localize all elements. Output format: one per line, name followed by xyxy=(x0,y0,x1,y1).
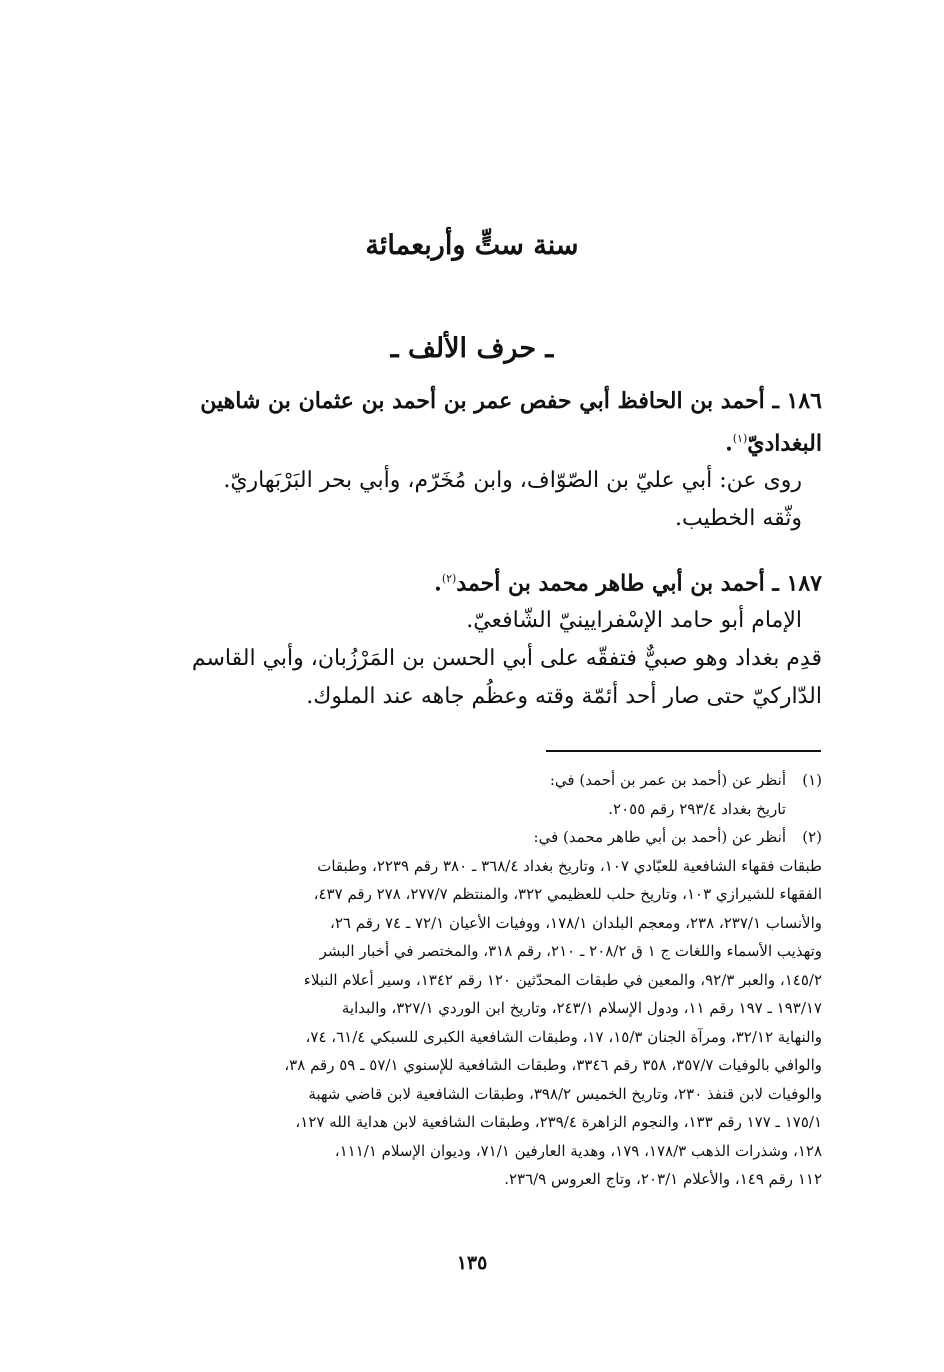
footnote-1-number: (١) xyxy=(802,771,822,789)
entry-186 xyxy=(110,382,822,538)
footnote-line: أنظر عن (أحمد بن عمر بن أحمد) في: xyxy=(549,771,786,789)
page-number: ١٣٥ xyxy=(456,1252,488,1274)
entry-186-period: . xyxy=(725,430,733,457)
footnote-line: ١٤٥/٢، والعبر ٩٢/٣، والمعين في طبقات المحدّثين ١٢٠ رقم ١٣٤٢، وسير أعلام النبلاء xyxy=(303,970,822,989)
entry-187-kunya: الإمام أبو حامد الإسْفرايينيّ الشّافعيّ. xyxy=(466,608,802,634)
entry-187-bio-line-2: الدّاركيّ حتى صار أحد أئمّة وقته وعظُم جاهه عند الملوك. xyxy=(306,684,822,710)
footnotes xyxy=(110,766,822,1194)
footnote-1-body xyxy=(110,766,786,823)
footnote-2-number: (٢) xyxy=(802,828,822,846)
footnote-2-body xyxy=(110,823,786,852)
section-heading: ـ حرف الألف ـ xyxy=(390,333,554,364)
footnote-line: والوفيات لابن قنفذ ٢٣٠، وتاريخ الخميس ٣٩٨/٢، وطبقات الشافعية لابن قاضي شهبة xyxy=(308,1084,822,1103)
footnote-ref-2[interactable]: (٢) xyxy=(441,572,457,585)
footnote-ref-1[interactable]: (١) xyxy=(732,432,748,445)
footnote-line: طبقات فقهاء الشافعية للعبّادي ١٠٧، وتاريخ بغداد ٣٦٨/٤ ـ ٣٨٠ رقم ٢٢٣٩، وطبقات xyxy=(317,856,822,875)
footnote-2 xyxy=(110,823,822,852)
footnote-line: والوافي بالوفيات ٣٥٧/٧، ٣٥٨ رقم ٣٣٤٦، وطبقات الشافعية للإسنوي ٥٧/١ ـ ٥٩ رقم ٣٨، xyxy=(284,1056,822,1074)
entry-187-period: . xyxy=(434,570,442,597)
footnote-line: والنهاية ٣٢/١٢، ومرآة الجنان ١٥/٣، ١٧، وطبقات الشافعية الكبرى للسبكي ٦١/٤، ٧٤، xyxy=(305,1027,822,1046)
year-heading: سنة ستٍّ وأربعمائة xyxy=(365,230,579,261)
footnote-line: ١١٢ رقم ١٤٩، والأعلام ٢٠٣/١، وتاج العروس ٢٣٦/٩. xyxy=(504,1170,822,1188)
footnote-line: تاريخ بغداد ٢٩٣/٤ رقم ٢٠٥٥. xyxy=(608,799,786,818)
entry-186-nisba: البغداديّ xyxy=(747,430,822,457)
entry-187-name: ١٨٧ ـ أحمد بن أبي طاهر محمد بن أحمد xyxy=(456,570,822,597)
entry-186-title-cont xyxy=(110,420,822,462)
entry-186-title: ١٨٦ ـ أحمد بن الحافظ أبي حفص عمر بن أحمد بن عثمان بن شاهين xyxy=(200,388,822,414)
footnote-line: الفقهاء للشيرازي ١٠٣، وتاريخ حلب للعظيمي ٣٢٢، والمنتظم ٢٧٧/٧، ٢٧٨ رقم ٤٣٧، xyxy=(313,885,822,903)
footnote-line: أنظر عن (أحمد بن أبي طاهر محمد) في: xyxy=(533,828,786,846)
footnote-line: والأنساب ٢٣٧/١، ٢٣٨، ومعجم البلدان ١٧٨/١، ووفيات الأعيان ٧٢/١ ـ ٧٤ رقم ٢٦، xyxy=(330,913,822,932)
footnote-1 xyxy=(110,766,822,823)
footnote-separator xyxy=(546,750,821,752)
footnote-2-continuation xyxy=(110,852,822,1194)
entry-187-title xyxy=(110,560,822,602)
entry-186-authentication: وثّقه الخطيب. xyxy=(675,506,802,532)
footnote-line: وتهذيب الأسماء واللغات ج ١ ق ٢٠٨/٢ ـ ٢١٠، رقم ٣١٨، والمختصر في أخبار البشر xyxy=(319,942,822,960)
entry-186-narrated-from: روى عن: أبي عليّ بن الصّوّاف، وابن مُخَرّم، وأبي بحر البَرْبَهاريّ. xyxy=(223,468,802,494)
entry-187-bio-line-1: قدِم بغداد وهو صبيٌّ فتفقّه على أبي الحسن بن المَرْزُبان، وأبي القاسم xyxy=(191,646,822,672)
footnote-line: ١٧٥/١ ـ ١٧٧ رقم ١٣٣، والنجوم الزاهرة ٢٣٩/٤، وطبقات الشافعية لابن هداية الله ١٢٧، xyxy=(295,1113,822,1131)
footnote-line: ١٩٣/١٧ ـ ١٩٧ رقم ١١، ودول الإسلام ٢٤٣/١، وتاريخ ابن الوردي ٣٢٧/١، والبداية xyxy=(341,999,822,1017)
entry-187 xyxy=(110,560,822,716)
footnote-line: ١٢٨، وشذرات الذهب ١٧٨/٣، ١٧٩، وهدية العارفين ٧١/١، وديوان الإسلام ١١١/١، xyxy=(334,1141,822,1160)
